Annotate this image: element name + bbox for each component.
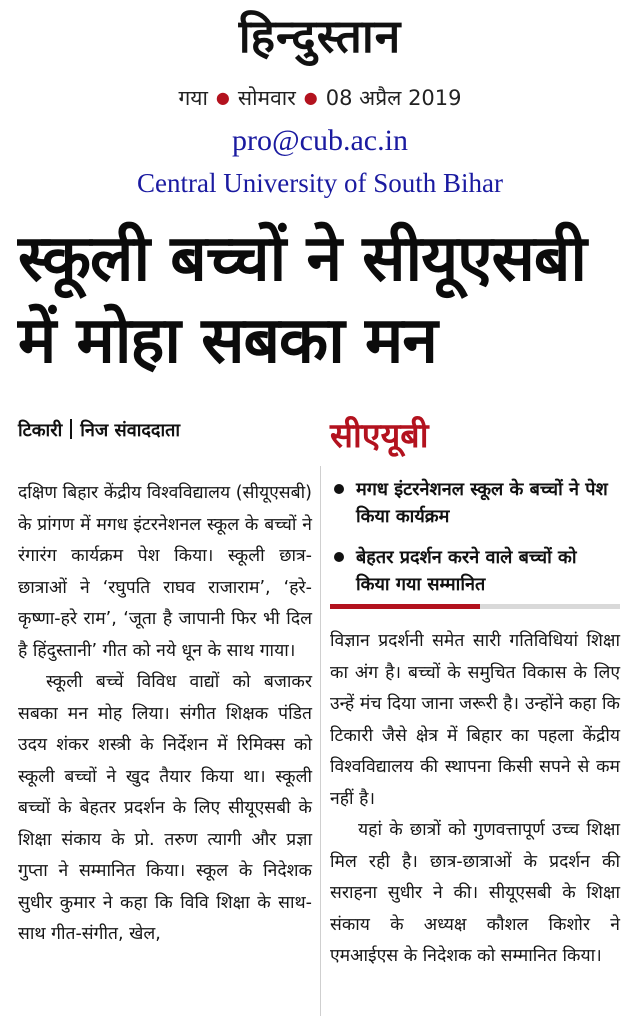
byline-place: टिकारी	[18, 420, 63, 441]
body-paragraph: स्कूली बच्चें विविध वाद्यों को बजाकर सबका मन मोह लिया। संगीत शिक्षक पंडित उदय शंकर शस्त्री के निर्देशन में रिमिक्स को स्कूली बच्चों ने खुद तैयार किया था। स्कूली बच्चों के बेहतर प्रदर्शन के लिए सीयूएसबी के शिक्षा संकाय के प्रो. तरुण त्यागी और प्रज्ञा गुप्ता ने सम्मानित किया। स्कूल के निदेशक सुधीर कुमार ने कहा कि विवि शिक्षा के साथ-साथ गीत-संगीत, खेल,	[18, 672, 312, 944]
newspaper-masthead: हिन्दुस्तान	[238, 9, 402, 63]
body-paragraph: दक्षिण बिहार केंद्रीय विश्वविद्यालय (सीयूएसबी) के प्रांगण में मगध इंटरनेशनल स्कूल के बच्चों ने रंगारंग कार्यक्रम पेश किया। स्कूली छात्र-छात्राओं ने ‘रघुपति राघव राजाराम’, ‘हरे-कृष्णा-हरे राम’, ‘जूता है जापानी फिर भी दिल है हिंदुस्तानी’ गीत को नये धून के साथ गाया।	[18, 483, 312, 661]
bullet-dot-icon: ●	[303, 88, 318, 107]
section-divider-bar	[330, 604, 620, 609]
body-paragraph: विज्ञान प्रदर्शनी समेत सारी गतिविधियां शिक्षा का अंग है। बच्चों के समुचित विकास के लिए उन्हें मंच दिया जाना जरूरी है। उन्होंने कहा कि टिकारी जैसे क्षेत्र में बिहार का पहला केंद्रीय विश्वविद्यालय की स्थापना किसी सपने से कम नहीं है।	[330, 631, 620, 809]
byline-reporter: निज संवाददाता	[80, 420, 181, 441]
dateline-date: 08 अप्रैल 2019	[325, 86, 462, 110]
column-divider	[320, 466, 321, 1016]
dateline-city: गया	[178, 86, 208, 110]
article-headline	[18, 218, 622, 382]
contact-email: pro@cub.ac.in	[232, 124, 408, 157]
highlight-text: मगध इंटरनेशनल स्कूल के बच्चों ने पेश किया कार्यक्रम	[356, 479, 608, 527]
byline-separator	[70, 419, 72, 439]
dateline	[0, 84, 640, 112]
headline-line-2: में मोहा सबका मन	[18, 304, 437, 378]
headline-line-1: स्कूली बच्चों ने सीयूएसबी	[18, 222, 587, 296]
university-name: Central University of South Bihar	[137, 168, 503, 198]
byline	[18, 418, 318, 442]
dateline-day: सोमवार	[237, 86, 296, 110]
bullet-icon	[334, 484, 344, 494]
highlight-item	[330, 476, 610, 530]
bullet-icon	[334, 552, 344, 562]
article-body-right-column	[330, 626, 620, 973]
highlights-list	[330, 476, 610, 612]
bullet-dot-icon: ●	[215, 88, 230, 107]
article-body-left-column	[18, 478, 312, 951]
highlight-text: बेहतर प्रदर्शन करने वाले बच्चों को किया गया सम्मानित	[356, 547, 577, 595]
highlight-item	[330, 544, 610, 598]
body-paragraph: यहां के छात्रों को गुणवत्तापूर्ण उच्च शिक्षा मिल रही है। छात्र-छात्राओं के प्रदर्शन की सराहना सुधीर ने की। सीयूएसबी के शिक्षा संकाय के अध्यक्ष कौशल किशोर ने एमआईएस के निदेशक को सम्मानित किया।	[330, 820, 620, 966]
section-brand-label: सीएयूबी	[330, 416, 429, 456]
